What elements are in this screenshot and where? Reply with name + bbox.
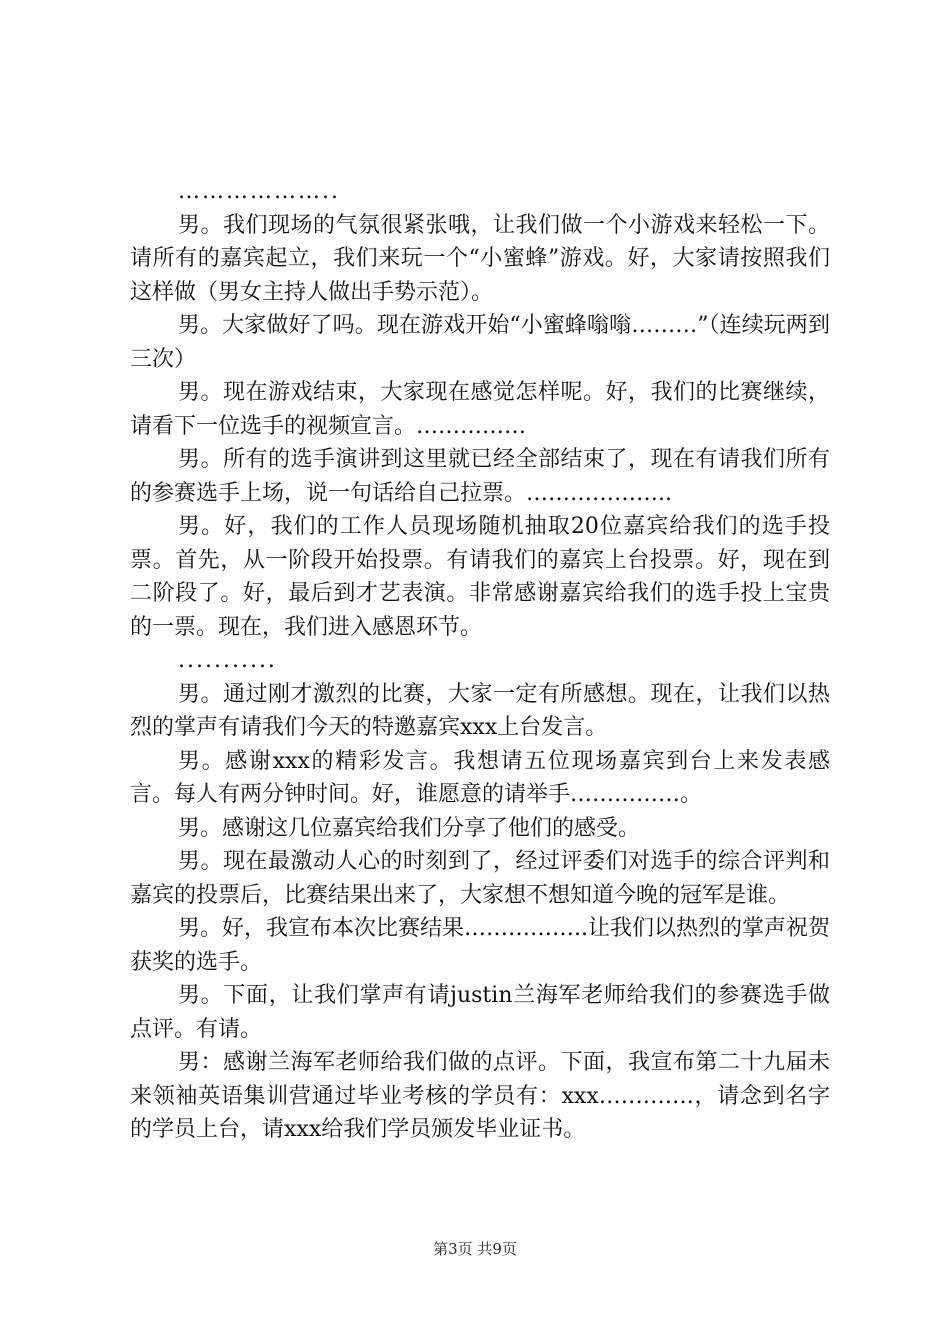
paragraph-thanks-guests: 男。感谢这几位嘉宾给我们分享了他们的感受。: [178, 815, 641, 841]
document-body: [130, 175, 830, 1147]
paragraph-voting: 男。好，我们的工作人员现场随机抽取20位嘉宾给我们的选手投票。首先，从一阶段开始投票。有请我们的嘉宾上台投票。好，现在到二阶段了。好，最后到才艺表演。非常感谢嘉宾给我们的选手投上宝贵的一票。现在，我们进入感恩环节。: [130, 514, 830, 640]
paragraph-announce-results: 男。好，我宣布本次比赛结果……………..让我们以热烈的掌声祝贺获奖的选手。: [130, 916, 830, 975]
ellipsis-line: ...........: [178, 648, 277, 673]
paragraph-results-moment: 男。现在最激动人心的时刻到了，经过评委们对选手的综合评判和嘉宾的投票后，比赛结果出来了，大家想不想知道今晚的冠军是谁。: [130, 849, 830, 908]
paragraph-game-start: 男。大家做好了吗。现在游戏开始“小蜜蜂嗡嗡………”（连续玩两到三次）: [130, 313, 830, 372]
paragraph-game-end: 男。现在游戏结束，大家现在感觉怎样呢。好，我们的比赛继续，请看下一位选手的视频宣言。……………: [130, 380, 830, 439]
page-number-footer: 第3页 共9页: [433, 1240, 517, 1258]
paragraph-teacher-review: 男。下面，让我们掌声有请justin兰海军老师给我们的参赛选手做点评。有请。: [130, 983, 830, 1042]
paragraph-canvass-votes: 男。所有的选手演讲到这里就已经全部结束了，现在有请我们所有的参赛选手上场，说一句话给自己拉票。………………..: [130, 447, 830, 506]
ellipsis-line: ………………..: [178, 179, 340, 204]
paragraph-guest-speech: 男。通过刚才激烈的比赛，大家一定有所感想。现在，让我们以热烈的掌声有请我们今天的特邀嘉宾xxx上台发言。: [130, 681, 830, 740]
paragraph-bee-game-intro: 男。我们现场的气氛很紧张哦，让我们做一个小游戏来轻松一下。请所有的嘉宾起立，我们来玩一个“小蜜蜂”游戏。好，大家请按照我们这样做（男女主持人做出手势示范）。: [130, 212, 830, 305]
paragraph-graduation: 男：感谢兰海军老师给我们做的点评。下面，我宣布第二十九届未来领袖英语集训营通过毕业考核的学员有：xxx………….，请念到名字的学员上台，请xxx给我们学员颁发毕业证书。: [130, 1050, 830, 1142]
paragraph-guest-remarks: 男。感谢xxx的精彩发言。我想请五位现场嘉宾到台上来发表感言。每人有两分钟时间。好，谁愿意的请举手……………。: [130, 748, 830, 807]
